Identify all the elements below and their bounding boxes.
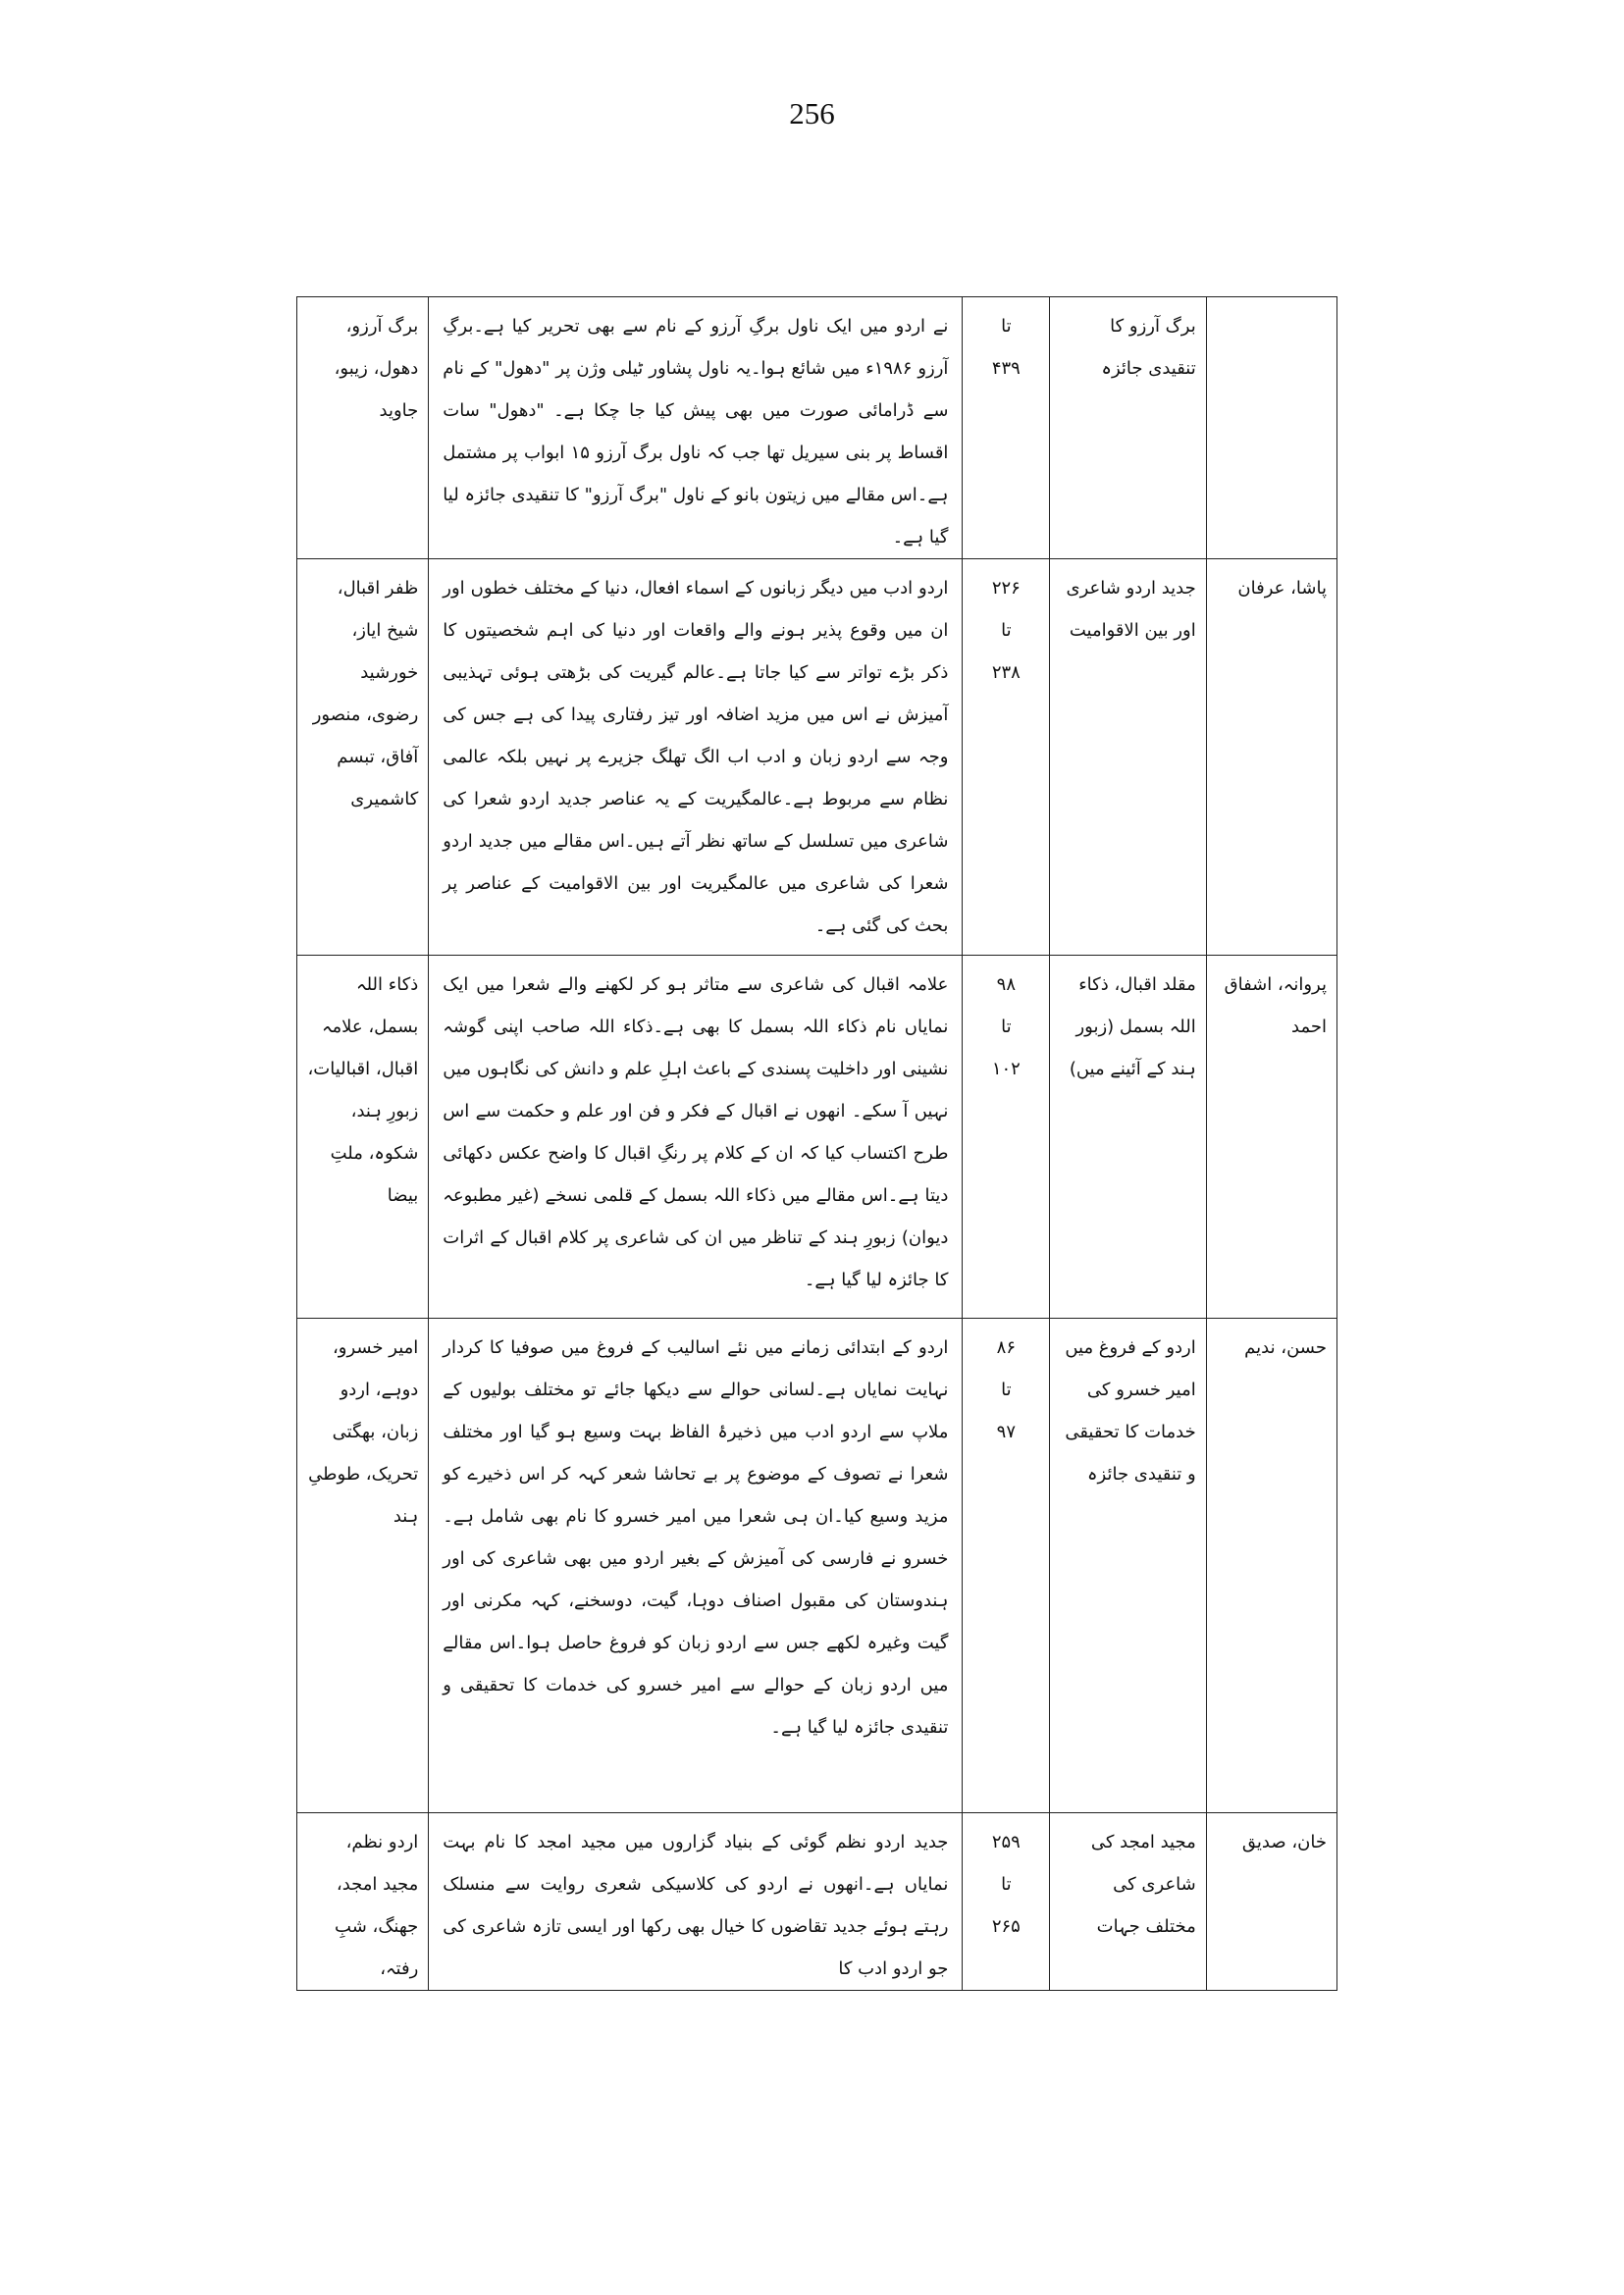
table-row — [297, 1319, 1337, 1813]
pages-cell — [963, 956, 1050, 1319]
title-cell: برگ آرزو کا تنقیدی جائزہ — [1050, 297, 1207, 559]
page-from: ۸۶ — [996, 1337, 1016, 1358]
author-cell: پاشا، عرفان — [1206, 559, 1336, 956]
keywords-cell: ظفر اقبال، شیخ ایاز، خورشید رضوی، منصور آفاق، تبسم کاشمیری — [297, 559, 429, 956]
page-to: ۲۶۵ — [991, 1916, 1021, 1937]
table-row — [297, 956, 1337, 1319]
table-row — [297, 1813, 1337, 1991]
abstract-cell: نے اردو میں ایک ناول برگِ آرزو کے نام سے بھی تحریر کیا ہے۔برگِ آرزو ۱۹۸۶ء میں شائع ہوا۔یہ ناول پشاور ٹیلی وژن پر "دھول" کے نام سے ڈرامائی صورت میں بھی پیش کیا جا چکا ہے۔ "دھول" سات اقساط پر بنی سیریل تھا جب کہ ناول برگ آرزو ۱۵ ابواب پر مشتمل ہے۔اس مقالے میں زیتون بانو کے ناول "برگ آرزو" کا تنقیدی جائزہ لیا گیا ہے۔ — [429, 297, 963, 559]
page-to: ۴۳۹ — [991, 358, 1021, 379]
article-index-table — [296, 296, 1337, 1991]
title-cell: مجید امجد کی شاعری کی مختلف جہات — [1050, 1813, 1207, 1991]
page-to-word: تا — [1001, 1017, 1012, 1037]
pages-cell — [963, 297, 1050, 559]
keywords-cell: اردو نظم، مجید امجد، جھنگ، شبِ رفتہ، — [297, 1813, 429, 1991]
table-row — [297, 297, 1337, 559]
pages-cell — [963, 1813, 1050, 1991]
table-row — [297, 559, 1337, 956]
author-cell — [1206, 297, 1336, 559]
author-cell: پروانہ، اشفاق احمد — [1206, 956, 1336, 1319]
abstract-cell: اردو ادب میں دیگر زبانوں کے اسماء افعال، دنیا کے مختلف خطوں اور ان میں وقوع پذیر ہونے والے واقعات اور دنیا کی اہم شخصیتوں کا ذکر بڑے تواتر سے کیا جاتا ہے۔عالم گیریت کی بڑھتی ہوئی تہذیبی آمیزش نے اس میں مزید اضافہ اور تیز رفتاری پیدا کی ہے جس کی وجہ سے اردو زبان و ادب اب الگ تھلگ جزیرے پر نہیں بلکہ عالمی نظام سے مربوط ہے۔عالمگیریت کے یہ عناصر جدید اردو شعرا کی شاعری میں تسلسل کے ساتھ نظر آتے ہیں۔اس مقالے میں جدید اردو شعرا کی شاعری میں عالمگیریت اور بین الاقوامیت کے عناصر پر بحث کی گئی ہے۔ — [429, 559, 963, 956]
page-to-word: تا — [1001, 1380, 1012, 1400]
page-to-word: تا — [1001, 1874, 1012, 1895]
author-cell: حسن، ندیم — [1206, 1319, 1336, 1813]
page-to: ۹۷ — [996, 1422, 1016, 1442]
page-from: ۹۸ — [996, 974, 1016, 995]
keywords-cell: ذکاء اللہ بسمل، علامہ اقبال، اقبالیات، زبورِ ہند، شکوہ، ملتِ بیضا — [297, 956, 429, 1319]
title-cell: اردو کے فروغ میں امیر خسرو کی خدمات کا تحقیقی و تنقیدی جائزہ — [1050, 1319, 1207, 1813]
pages-cell — [963, 1319, 1050, 1813]
title-cell: مقلد اقبال، ذکاء اللہ بسمل (زبور ہند کے آئینے میں) — [1050, 956, 1207, 1319]
page-from: ۲۲۶ — [991, 578, 1021, 599]
page-to-word: تا — [1001, 620, 1012, 641]
page-to: ۲۳۸ — [991, 662, 1021, 683]
page-to: ۱۰۲ — [991, 1059, 1021, 1079]
abstract-cell: اردو کے ابتدائی زمانے میں نئے اسالیب کے فروغ میں صوفیا کا کردار نہایت نمایاں ہے۔لسانی حوالے سے دیکھا جائے تو مختلف بولیوں کے ملاپ سے اردو ادب میں ذخیرۂ الفاظ بہت وسیع ہو گیا اور مختلف شعرا نے تصوف کے موضوع پر بے تحاشا شعر کہہ کر اس ذخیرے کو مزید وسیع کیا۔ان ہی شعرا میں امیر خسرو کا نام بھی شامل ہے۔خسرو نے فارسی کی آمیزش کے بغیر اردو میں بھی شاعری کی اور ہندوستان کی مقبول اصناف دوہا، گیت، دوسخنے، کہہ مکرنی اور گیت وغیرہ لکھے جس سے اردو زبان کو فروغ حاصل ہوا۔اس مقالے میں اردو زبان کے حوالے سے امیر خسرو کی خدمات کا تحقیقی و تنقیدی جائزہ لیا گیا ہے۔ — [429, 1319, 963, 1813]
abstract-cell: علامہ اقبال کی شاعری سے متاثر ہو کر لکھنے والے شعرا میں ایک نمایاں نام ذکاء اللہ بسمل کا بھی ہے۔ذکاء اللہ صاحب اپنی گوشہ نشینی اور داخلیت پسندی کے باعث اہلِ علم و دانش کی نگاہوں میں نہیں آ سکے۔ انھوں نے اقبال کے فکر و فن اور علم و حکمت سے اس طرح اکتساب کیا کہ ان کے کلام پر رنگِ اقبال کا واضح عکس دکھائی دیتا ہے۔اس مقالے میں ذکاء اللہ بسمل کے قلمی نسخے (غیر مطبوعہ دیوان) زبورِ ہند کے تناظر میں ان کی شاعری پر کلام اقبال کے اثرات کا جائزہ لیا گیا ہے۔ — [429, 956, 963, 1319]
author-cell: خان، صدیق — [1206, 1813, 1336, 1991]
abstract-cell: جدید اردو نظم گوئی کے بنیاد گزاروں میں مجید امجد کا نام بہت نمایاں ہے۔انھوں نے اردو کی کلاسیکی شعری روایت سے منسلک رہتے ہوئے جدید تقاضوں کا خیال بھی رکھا اور ایسی تازہ شاعری کی جو اردو ادب کا — [429, 1813, 963, 1991]
page-from: ۲۵۹ — [991, 1832, 1021, 1852]
page-number: 256 — [789, 96, 835, 130]
title-cell: جدید اردو شاعری اور بین الاقوامیت — [1050, 559, 1207, 956]
page-to-word: تا — [1001, 316, 1012, 337]
pages-cell — [963, 559, 1050, 956]
keywords-cell: امیر خسرو، دوہے، اردو زبان، بھگتی تحریک، طوطیِ ہند — [297, 1319, 429, 1813]
keywords-cell: برگ آرزو، دھول، زیبو، جاوید — [297, 297, 429, 559]
